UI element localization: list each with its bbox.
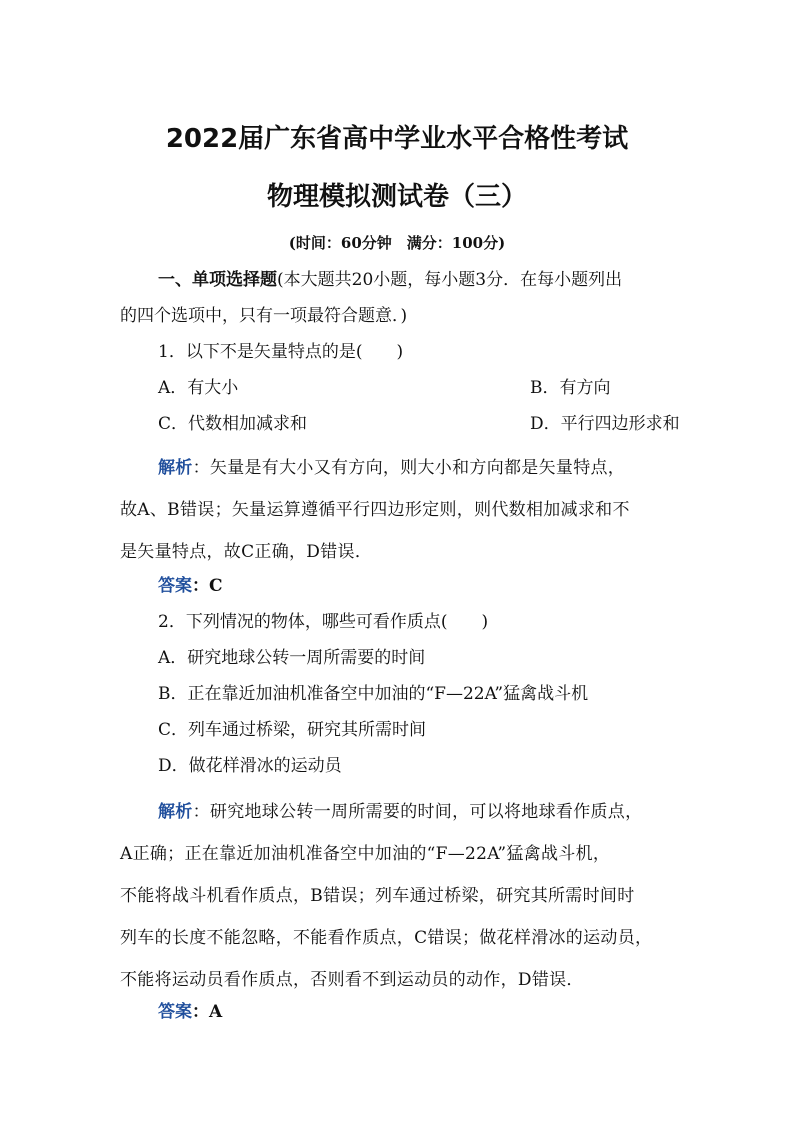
question-2-analysis-line2: A正确；正在靠近加油机准备空中加油的“F—22A”猛禽战斗机， [120, 844, 611, 864]
question-2-stem: 2．下列情况的物体，哪些可看作质点( ) [158, 612, 489, 632]
question-1-options-ab [158, 376, 718, 400]
analysis-label: 解析 [158, 458, 193, 478]
question-2-option-b: B．正在靠近加油机准备空中加油的“F—22A”猛禽战斗机 [158, 684, 589, 704]
question-1-analysis-line2: 故A、B错误；矢量运算遵循平行四边形定则，则代数相加减求和不 [120, 500, 630, 520]
question-2-answer [158, 1000, 718, 1024]
answer-label: 答案 [158, 576, 192, 596]
question-1-options-cd [158, 412, 718, 436]
question-1-option-b: B．有方向 [530, 378, 611, 398]
analysis-text: ：研究地球公转一周所需要的时间，可以将地球看作质点， [192, 802, 643, 822]
question-2-analysis-line5: 不能将运动员看作质点，否则看不到运动员的动作，D错误． [120, 970, 584, 990]
answer-value: ：A [192, 1002, 223, 1022]
question-1-option-c: C．代数相加减求和 [158, 414, 308, 434]
question-2-analysis-line3: 不能将战斗机看作质点，B错误；列车通过桥梁，研究其所需时间时 [120, 886, 635, 906]
question-2-option-d: D．做花样滑冰的运动员 [158, 756, 342, 776]
question-1-analysis-line3: 是矢量特点，故C正确，D错误． [120, 542, 373, 562]
answer-label: 答案 [158, 1002, 192, 1022]
question-2-option-a: A．研究地球公转一周所需要的时间 [158, 648, 426, 668]
section-heading-line2: 的四个选项中，只有一项最符合题意．) [120, 306, 408, 326]
question-1-option-d: D．平行四边形求和 [530, 414, 680, 434]
question-1-option-a: A．有大小 [158, 378, 239, 398]
answer-value: ：C [192, 576, 223, 596]
exam-time-score: (时间：60分钟 满分：100分) [288, 234, 506, 252]
question-2-option-c: C．列车通过桥梁，研究其所需时间 [158, 720, 427, 740]
section-heading-bold: 一、单项选择题 [158, 270, 277, 290]
question-1-analysis-line1 [158, 456, 718, 480]
question-2-analysis-line4: 列车的长度不能忽略，不能看作质点，C错误；做花样滑冰的运动员， [120, 928, 653, 948]
question-1-stem: 1．以下不是矢量特点的是( ) [158, 342, 404, 362]
question-2-analysis-line1 [158, 800, 718, 824]
analysis-label: 解析 [158, 802, 193, 822]
exam-subtitle-title: 物理模拟测试卷（三） [266, 182, 527, 212]
exam-title: 2022届广东省高中学业水平合格性考试 [165, 124, 629, 154]
analysis-text: ：矢量是有大小又有方向，则大小和方向都是矢量特点， [192, 458, 626, 478]
section-heading [158, 268, 718, 292]
question-1-answer [158, 574, 718, 598]
section-heading-rest: (本大题共20小题，每小题3分．在每小题列出 [277, 270, 623, 290]
